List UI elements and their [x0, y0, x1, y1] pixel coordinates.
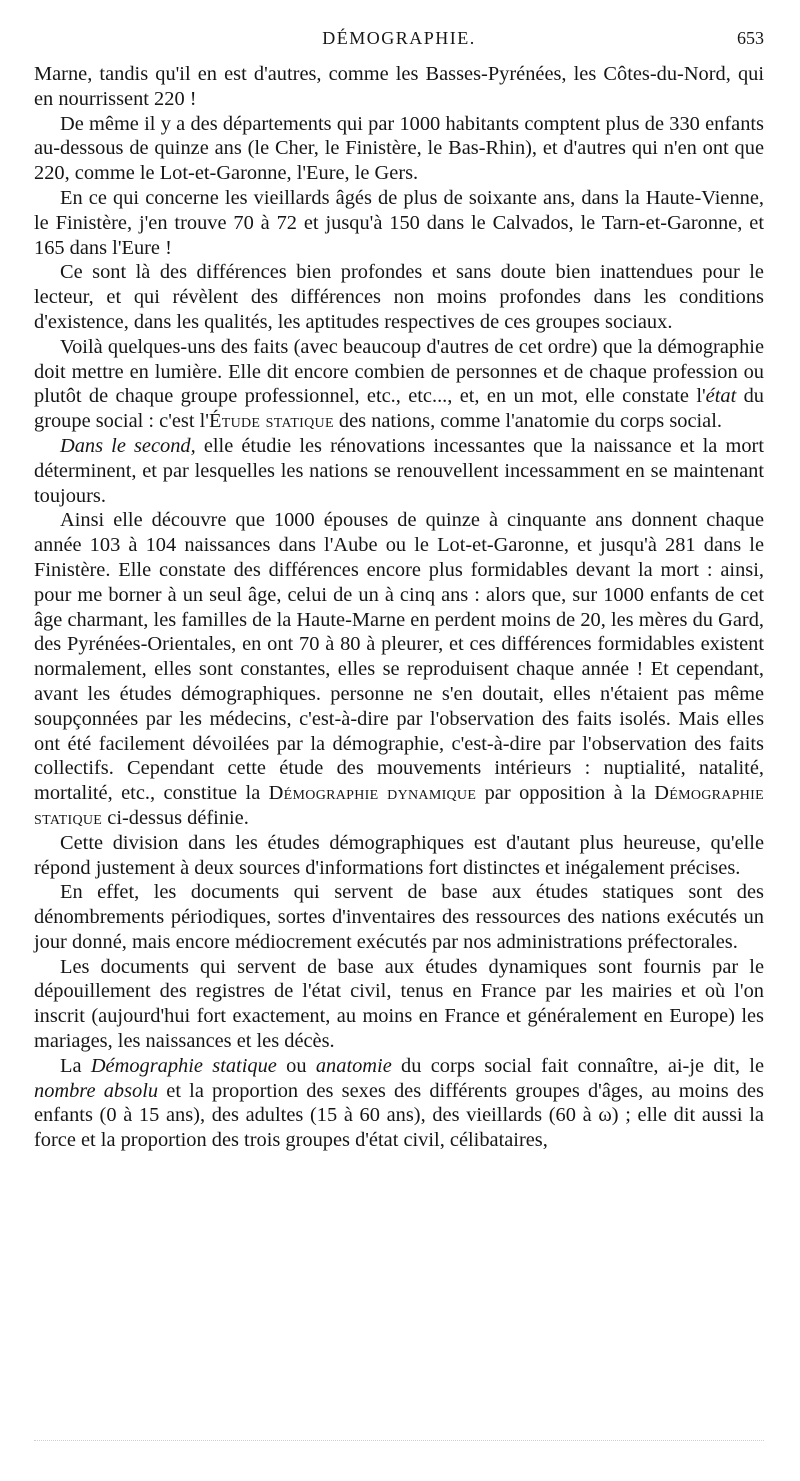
- small-caps-text: Démographie dynamique: [268, 782, 477, 805]
- text-run: ci-dessus définie.: [102, 806, 249, 829]
- text-run: Ce sont là des différences bien profondes et sans doute bien inattendues pour le lecteur, et qui révèlent des différences non moins profondes dans les conditions d'existence, dans les qualités, les aptitudes respectives de ces groupes sociaux.: [34, 261, 764, 333]
- italic-text: Dans le second,: [60, 434, 196, 457]
- paragraph: [34, 508, 764, 830]
- text-run: du groupe social : c'est l': [34, 385, 764, 433]
- running-header: [34, 28, 764, 54]
- paragraph: [34, 880, 764, 954]
- page-number: 653: [737, 28, 764, 48]
- paragraph: [34, 260, 764, 334]
- small-caps-text: Étude statique: [208, 410, 334, 433]
- paragraph: [34, 335, 764, 434]
- italic-text: Démographie statique: [90, 1054, 277, 1077]
- text-run: En effet, les documents qui servent de base aux études statiques sont des dénombrements périodiques, sortes d'inventaires des ressources des nations exécutés un jour donné, mais encore médiocrement exécutés par nos administrations préfectorales.: [34, 881, 764, 953]
- body-text: [34, 62, 764, 1153]
- text-run: Voilà quelques-uns des faits (avec beaucoup d'autres de cet ordre) que la démographie doit mettre en lumière. Elle dit encore combien de personnes et de chaque profession ou plutôt de chaque groupe professionnel, etc., etc..., et, en un mot, elle constate l': [34, 335, 764, 408]
- paragraph: [34, 955, 764, 1054]
- paragraph: [34, 434, 764, 508]
- text-run: par opposition à la: [476, 782, 655, 805]
- paragraph: [34, 62, 764, 112]
- italic-text: nombre absolu: [34, 1079, 159, 1102]
- text-run: ou: [276, 1054, 316, 1077]
- text-run: Ainsi elle découvre que 1000 épouses de quinze à cinquante ans donnent chaque année 103 à 104 naissances dans l'Aube ou le Lot-et-Garonne, et jusqu'à 281 dans le Finistère. Elle constate des différences encore plus formidables devant la mort : ainsi, pour me borner à un seul âge, celui de un à cinq ans : alors que, sur 1000 enfants de cet âge charmant, les familles de la Haute-Marne en perdent moins de 20, les mères du Gard, des Pyrénées-Orientales, en ont 70 à 80 à pleurer, et ces différences formidables existent normalement, elles sont constantes, elles se reproduisent chaque année ! Et cependant, avant les études démographiques. personne ne s'en doutait, elles n'étaient pas même soupçonnées par les médecins, c'est-à-dire par l'observation des faits isolés. Mais elles ont été facilement dévoilées par la démographie, c'est-à-dire par l'observation des faits collectifs. Cependant cette étude des mouvements intérieurs : nuptialité, natalité, mortalité, etc., constitue la: [34, 509, 764, 805]
- italic-text: anatomie: [315, 1054, 392, 1077]
- paragraph: [34, 831, 764, 881]
- text-run: des nations, comme l'anatomie du corps social.: [333, 410, 722, 433]
- text-run: Marne, tandis qu'il en est d'autres, comme les Basses-Pyrénées, les Côtes-du-Nord, qui en nourrissent 220 !: [34, 63, 764, 110]
- text-run: La: [60, 1054, 91, 1077]
- italic-text: état: [705, 385, 737, 408]
- text-run: elle étudie les rénovations incessantes que la naissance et la mort déterminent, et par lesquelles les nations se renouvellent incessamment en se maintenant toujours.: [34, 434, 764, 507]
- text-run: du corps social fait connaître, ai-je dit, le: [391, 1054, 765, 1077]
- text-run: En ce qui concerne les vieillards âgés de plus de soixante ans, dans la Haute-Vienne, le Finistère, j'en trouve 70 à 72 et jusqu'à 150 dans le Calvados, le Tarn-et-Garonne, et 165 dans l'Eure !: [34, 186, 764, 259]
- paragraph: [34, 112, 764, 186]
- small-caps-text: Démographie statique: [34, 782, 764, 829]
- text-run: Cette division dans les études démographiques est d'autant plus heureuse, qu'elle répond justement à deux sources d'informations fort distinctes et inégalement précises.: [34, 831, 764, 879]
- paragraph: [34, 1054, 764, 1153]
- running-title: DÉMOGRAPHIE.: [322, 28, 476, 48]
- text-run: De même il y a des départements qui par 1000 habitants comptent plus de 330 enfants au-dessous de quinze ans (le Cher, le Finistère, le Bas-Rhin), et d'autres qui n'en ont que 220, comme le Lot-et-Garonne, l'Eure, le Gers.: [34, 112, 764, 185]
- paragraph: [34, 186, 764, 260]
- bottom-rule: [34, 1440, 764, 1442]
- text-run: et la proportion des sexes des différents groupes d'âges, au moins des enfants (0 à 15 ans), des adultes (15 à 60 ans), des vieillards (60 à ω) ; elle dit aussi la force et la proportion des trois groupes d'état civil, célibataires,: [34, 1079, 764, 1152]
- text-run: Les documents qui servent de base aux études dynamiques sont fournis par le dépouillement des registres de l'état civil, tenus en France par les mairies et où l'on inscrit (aujourd'hui fort exactement, au moins en France et généralement en Europe) les mariages, les naissances et les décès.: [34, 955, 764, 1053]
